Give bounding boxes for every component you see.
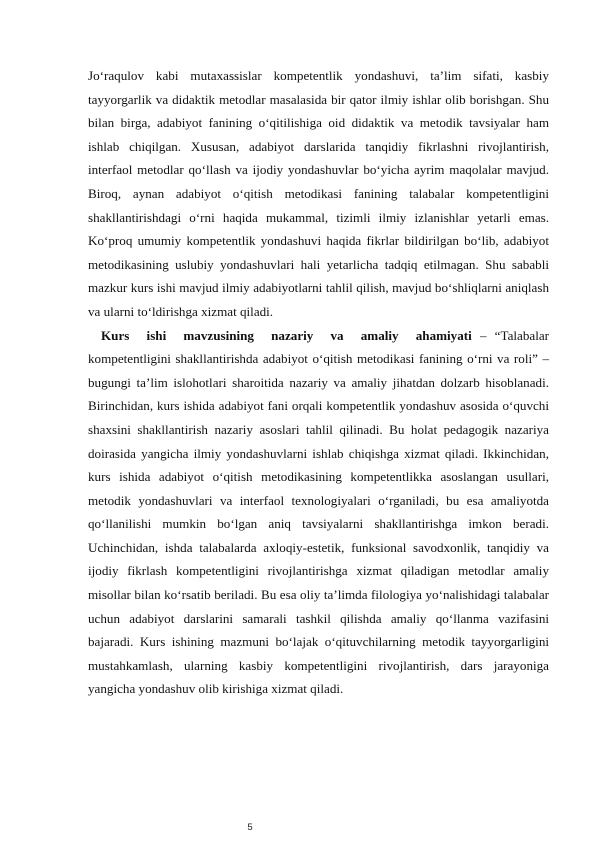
page-number: 5 (247, 822, 253, 833)
inline-heading: Kurs ishi mavzusining nazariy va amaliy ahamiyati (101, 327, 472, 343)
body-paragraph: Jo‘raqulov kabi mutaxassislar kompetentlik yondashuvi, ta’lim sifati, kasbiy tayyorgarlik va didaktik metodlar masalasida bir qator ilmiy ishlar olib borishgan. Shu bilan birga, adabiyot fanining o‘qitilishiga oid didaktik va metodik tavsiyalar ham ishlab chiqilgan. Xususan, adabiyot darslarida tanqidiy fikrlashni rivojlantirish, interfaol metodlar qo‘llash va ijodiy yondashuvlar bo‘yicha ayrim maqolalar mavjud. Biroq, aynan adabiyot o‘qitish metodikasi fanining talabalar kompetentligini shakllantirishdagi o‘rni haqida mukammal, tizimli ilmiy izlanishlar yetarli emas. Ko‘proq umumiy kompetentlik yondashuvi haqida fikrlar bildirilgan bo‘lib, adabiyot metodikasining uslubiy yondashuvlari hali yetarlicha tadqiq etilmagan. Shu sababli mazkur kurs ishi mavjud ilmiy adabiyotlarni tahlil qilish, mavjud bo‘shliqlarni aniqlash va ularni to‘ldirishga xizmat qiladi. (88, 68, 549, 319)
body-paragraph-significance (88, 324, 549, 702)
document-page (88, 64, 549, 701)
paragraph-text: – “Talabalar kompetentligini shakllantirishda adabiyot o‘qitish metodikasi fanining o‘rni va roli” – bugungi ta’lim islohotlari sharoitida nazariy va amaliy jihatdan dolzarb hisoblanadi. Birinchidan, kurs ishida adabiyot fani orqali kompetentlik yondashuv asosida o‘quvchi shaxsini shakllantirish nazariy asoslari tahlil qilinadi. Bu holat pedagogik nazariya doirasida yangicha ilmiy yondashuvlarni ishlab chiqishga xizmat qiladi. Ikkinchidan, kurs ishida adabiyot o‘qitish metodikasining kompetentlikka asoslangan usullari, metodik yondashuvlari va interfaol texnologiyalari o‘rganiladi, bu esa amaliyotda qo‘llanilishi mumkin bo‘lgan aniq tavsiyalarni shakllantirishga imkon beradi. Uchinchidan, ishda talabalarda axloqiy-estetik, funksional savodxonlik, tanqidiy va ijodiy fikrlash kompetentligini rivojlantirishga xizmat qiladigan metodlar amaliy misollar bilan ko‘rsatib beriladi. Bu esa oliy ta’limda filologiya yo‘nalishidagi talabalar uchun adabiyot darslarini samarali tashkil qilishda amaliy qo‘llanma vazifasini bajaradi. Kurs ishining mazmuni bo‘lajak o‘qituvchilarning metodik tayyorgarligini mustahkamlash, ularning kasbiy kompetentligini rivojlantirish, dars jarayoniga yangicha yondashuv olib kirishiga xizmat qiladi. (88, 327, 550, 697)
